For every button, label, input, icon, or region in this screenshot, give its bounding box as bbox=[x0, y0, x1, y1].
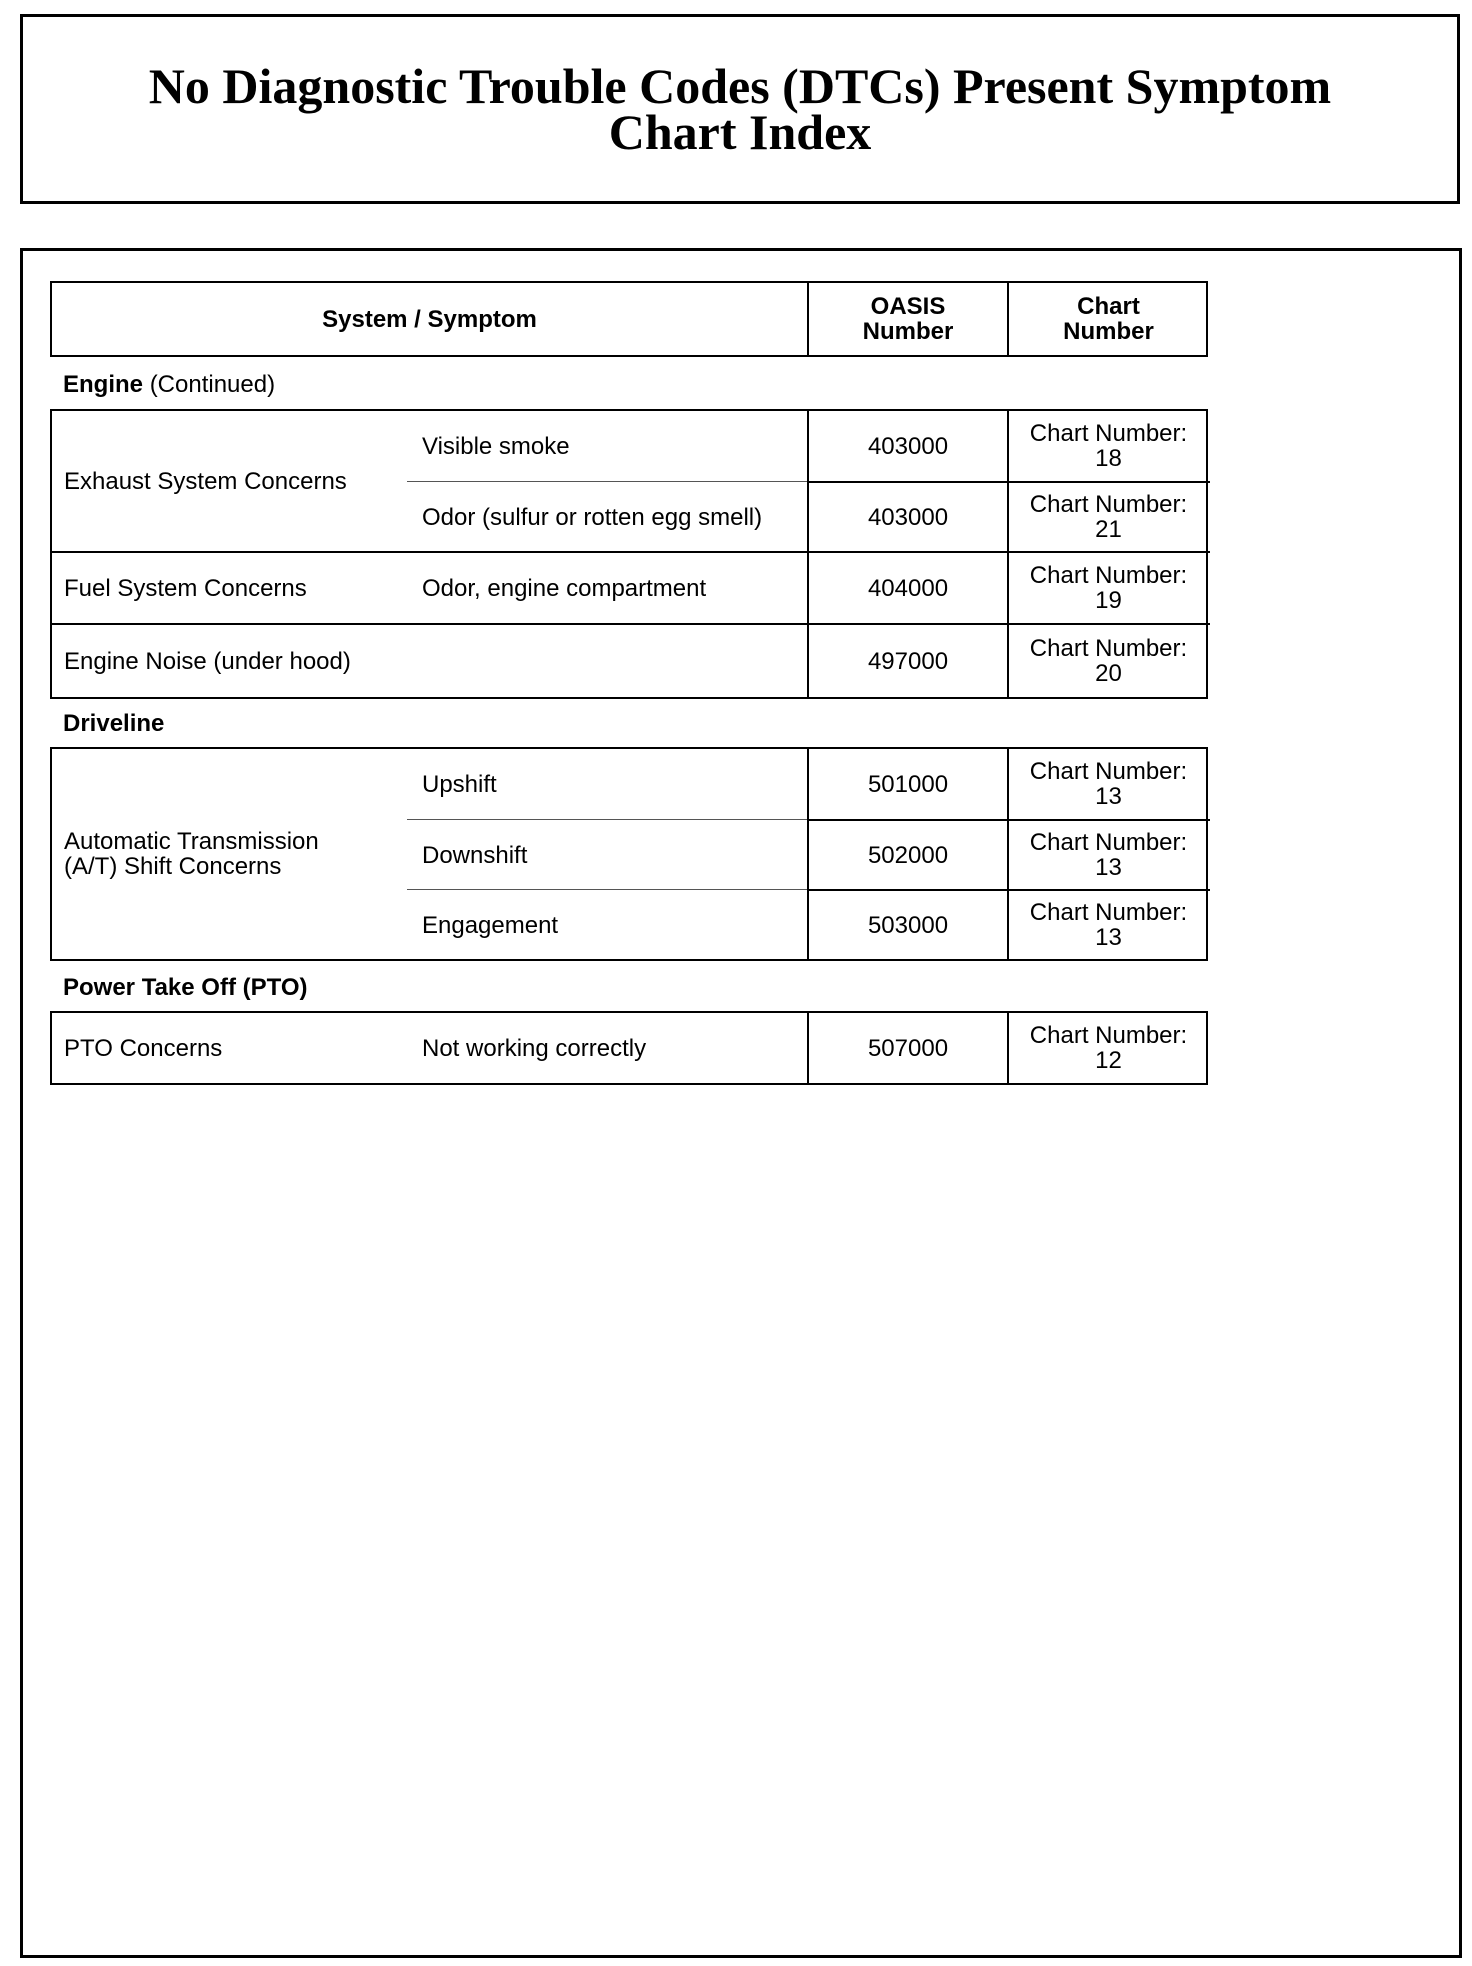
chart-number: 21 bbox=[1095, 516, 1122, 543]
chart-upshift bbox=[1009, 749, 1208, 819]
chart-downshift bbox=[1009, 821, 1208, 889]
chart-engine-noise bbox=[1009, 625, 1208, 697]
page-title-line2: Chart Index bbox=[608, 104, 872, 160]
title-box bbox=[20, 14, 1460, 204]
chart-number: 20 bbox=[1095, 660, 1122, 687]
chart-pto bbox=[1009, 1013, 1208, 1083]
pto-concerns: PTO Concerns bbox=[64, 1034, 223, 1062]
oasis-visible-smoke: 403000 bbox=[867, 432, 949, 460]
exhaust-system-concerns: Exhaust System Concerns bbox=[64, 467, 347, 495]
engine-table bbox=[50, 409, 1208, 699]
header-oasis-number bbox=[809, 283, 1007, 355]
chart-number: 12 bbox=[1095, 1047, 1122, 1074]
at-shift-line2: (A/T) Shift Concerns bbox=[64, 853, 282, 880]
header-system-symptom: System / Symptom bbox=[322, 305, 537, 333]
table-header bbox=[50, 281, 1208, 357]
symptom-odor-sulfur: Odor (sulfur or rotten egg smell) bbox=[422, 503, 763, 531]
symptom-engagement: Engagement bbox=[422, 911, 559, 939]
oasis-engagement: 503000 bbox=[867, 911, 949, 939]
header-chart-line2: Number bbox=[1063, 318, 1154, 345]
symptom-downshift: Downshift bbox=[422, 841, 528, 869]
at-shift-concerns bbox=[64, 749, 319, 959]
header-chart-line1: Chart bbox=[1077, 293, 1140, 320]
pto-table bbox=[50, 1011, 1208, 1085]
oasis-fuel-system: 404000 bbox=[867, 574, 949, 602]
oasis-upshift: 501000 bbox=[867, 770, 949, 798]
chart-fuel-system bbox=[1009, 553, 1208, 623]
symptom-upshift: Upshift bbox=[422, 770, 497, 798]
chart-label: Chart Number: bbox=[1029, 635, 1188, 662]
header-oasis-line2: Number bbox=[862, 318, 954, 345]
page-title-line1: No Diagnostic Trouble Codes (DTCs) Present Symptom bbox=[148, 58, 1332, 114]
chart-label: Chart Number: bbox=[1029, 758, 1188, 785]
content-box bbox=[20, 248, 1462, 1958]
header-oasis-line1: OASIS bbox=[870, 293, 946, 320]
at-shift-line1: Automatic Transmission bbox=[64, 828, 319, 855]
oasis-engine-noise: 497000 bbox=[867, 647, 949, 675]
oasis-odor-sulfur: 403000 bbox=[867, 503, 949, 531]
chart-label: Chart Number: bbox=[1029, 829, 1188, 856]
section-pto: Power Take Off (PTO) bbox=[63, 974, 308, 1001]
oasis-pto: 507000 bbox=[867, 1034, 949, 1062]
header-chart-number bbox=[1009, 283, 1208, 355]
chart-number: 13 bbox=[1095, 783, 1122, 810]
chart-odor-sulfur bbox=[1009, 483, 1208, 551]
chart-label: Chart Number: bbox=[1029, 899, 1188, 926]
fuel-system-concerns: Fuel System Concerns bbox=[64, 574, 307, 602]
chart-label: Chart Number: bbox=[1029, 420, 1188, 447]
chart-number: 13 bbox=[1095, 854, 1122, 881]
section-engine-suffix: (Continued) bbox=[149, 371, 276, 398]
chart-number: 18 bbox=[1095, 445, 1122, 472]
chart-label: Chart Number: bbox=[1029, 1022, 1188, 1049]
chart-label: Chart Number: bbox=[1029, 562, 1188, 589]
oasis-downshift: 502000 bbox=[867, 841, 949, 869]
chart-number: 19 bbox=[1095, 587, 1122, 614]
section-driveline: Driveline bbox=[63, 710, 165, 737]
chart-visible-smoke bbox=[1009, 411, 1208, 481]
symptom-visible-smoke: Visible smoke bbox=[422, 432, 570, 460]
driveline-table bbox=[50, 747, 1208, 961]
chart-number: 13 bbox=[1095, 924, 1122, 951]
symptom-not-working: Not working correctly bbox=[422, 1034, 647, 1062]
chart-engagement bbox=[1009, 891, 1208, 959]
engine-noise: Engine Noise (under hood) bbox=[64, 647, 351, 675]
section-engine-label: Engine bbox=[63, 371, 144, 398]
symptom-odor-engine: Odor, engine compartment bbox=[422, 574, 707, 602]
chart-label: Chart Number: bbox=[1029, 491, 1188, 518]
section-engine bbox=[63, 371, 275, 399]
